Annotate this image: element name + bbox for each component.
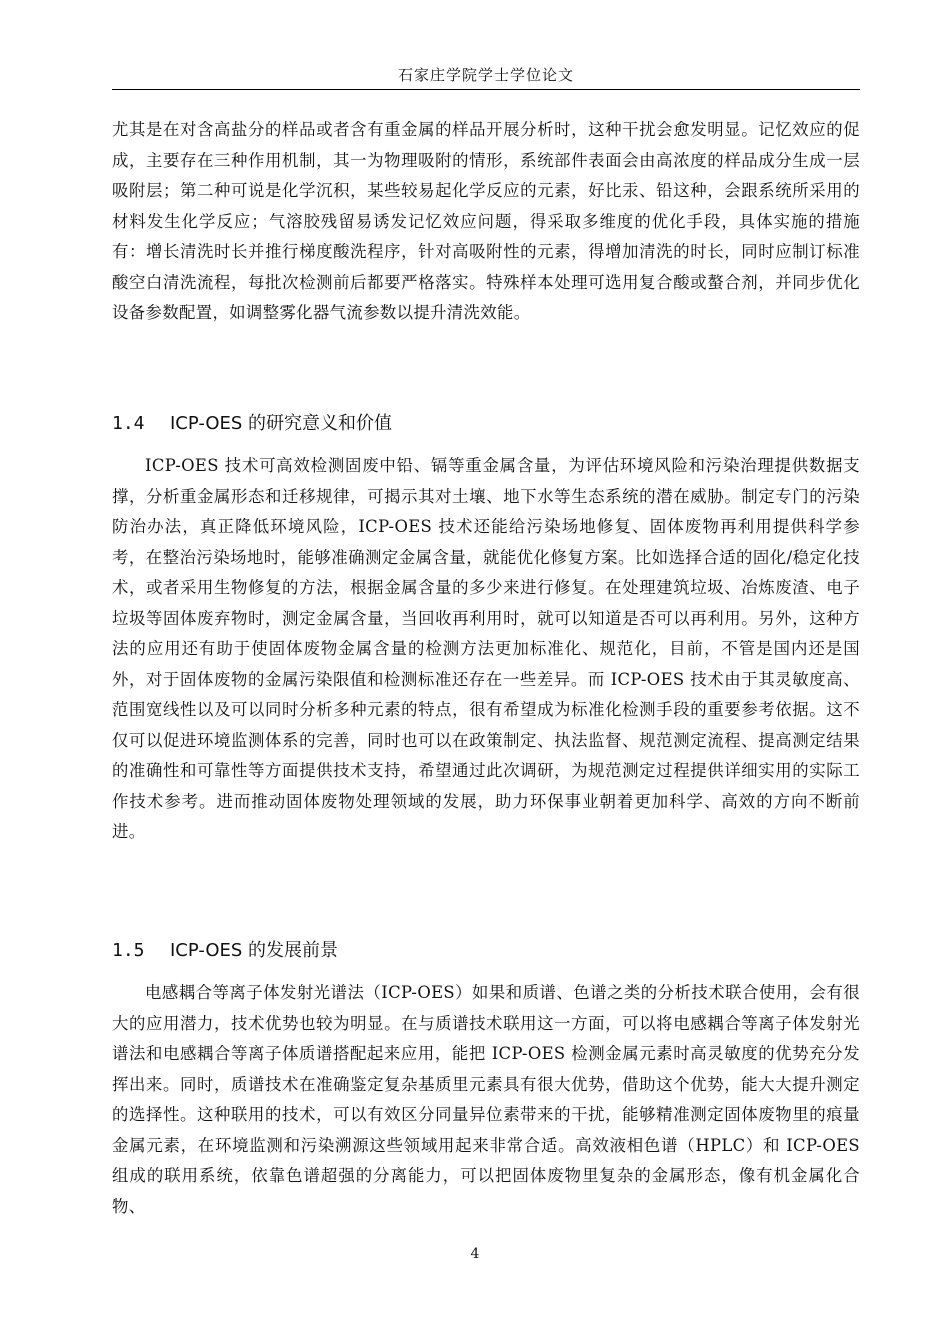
- paragraph-research-significance: ICP-OES 技术可高效检测固废中铅、镉等重金属含量，为评估环境风险和污染治理提供数据支撑，分析重金属形态和迁移规律，可揭示其对土壤、地下水等生态系统的潜在威胁。制定专门的污染防治办法，真正降低环境风险，ICP-OES 技术还能给污染场地修复、固体废物再利用提供科学参考，在整治污染场地时，能够准确测定金属含量，就能优化修复方案。比如选择合适的固化/稳定化技术，或者采用生物修复的方法，根据金属含量的多少来进行修复。在处理建筑垃圾、冶炼废渣、电子垃圾等固体废弃物时，测定金属含量，当回收再利用时，就可以知道是否可以再利用。另外，这种方法的应用还有助于使固体废物金属含量的检测方法更加标准化、规范化，目前，不管是国内还是国外，对于固体废物的金属污染限值和检测标准还存在一些差异。而 ICP-OES 技术由于其灵敏度高、范围宽线性以及可以同时分析多种元素的特点，很有希望成为标准化检测手段的重要参考依据。这不仅可以促进环境监测体系的完善，同时也可以在政策制定、执法监督、规范测定流程、提高测定结果的准确性和可靠性等方面提供技术支持，希望通过此次调研，为规范测定过程提供详细实用的实际工作技术参考。进而推动固体废物处理领域的发展，助力环保事业朝着更加科学、高效的方向不断前进。: [112, 456, 860, 841]
- section-heading-1-4: [112, 410, 860, 438]
- section-heading-1-5: [112, 937, 860, 965]
- section-number: 1.4: [112, 413, 145, 434]
- section-title: ICP-OES 的研究意义和价值: [170, 413, 393, 434]
- section-title: ICP-OES 的发展前景: [170, 940, 339, 961]
- page-header-title: 石家庄学院学士学位论文: [397, 66, 574, 84]
- page-number: 4: [470, 1246, 480, 1262]
- header-divider: [112, 89, 860, 90]
- paragraph-development-prospects: 电感耦合等离子体发射光谱法（ICP-OES）如果和质谱、色谱之类的分析技术联合使用，会有很大的应用潜力，技术优势也较为明显。在与质谱技术联用这一方面，可以将电感耦合等离子体发射光谱法和电感耦合等离子体质谱搭配起来应用，能把 ICP-OES 检测金属元素时高灵敏度的优势充分发挥出来。同时，质谱技术在准确鉴定复杂基质里元素具有很大优势，借助这个优势，能大大提升测定的选择性。这种联用的技术，可以有效区分同量异位素带来的干扰，能够精准测定固体废物里的痕量金属元素，在环境监测和污染溯源这些领域用起来非常合适。高效液相色谱（HPLC）和 ICP-OES 组成的联用系统，依靠色谱超强的分离能力，可以把固体废物里复杂的金属形态，像有机金属化合物、: [112, 983, 860, 1216]
- paragraph-memory-effect: 尤其是在对含高盐分的样品或者含有重金属的样品开展分析时，这种干扰会愈发明显。记忆效应的促成，主要存在三种作用机制，其一为物理吸附的情形，系统部件表面会由高浓度的样品成分生成一层吸附层；第二种可说是化学沉积，某些较易起化学反应的元素，好比汞、铅这种，会跟系统所采用的材料发生化学反应；气溶胶残留易诱发记忆效应问题，得采取多维度的优化手段，具体实施的措施有：增长清洗时长并推行梯度酸洗程序，针对高吸附性的元素，得增加清洗的时长，同时应制订标准酸空白清洗流程，每批次检测前后都要严格落实。特殊样本处理可选用复合酸或螯合剂，并同步优化设备参数配置，如调整雾化器气流参数以提升清洗效能。: [112, 120, 860, 322]
- section-number: 1.5: [112, 940, 145, 961]
